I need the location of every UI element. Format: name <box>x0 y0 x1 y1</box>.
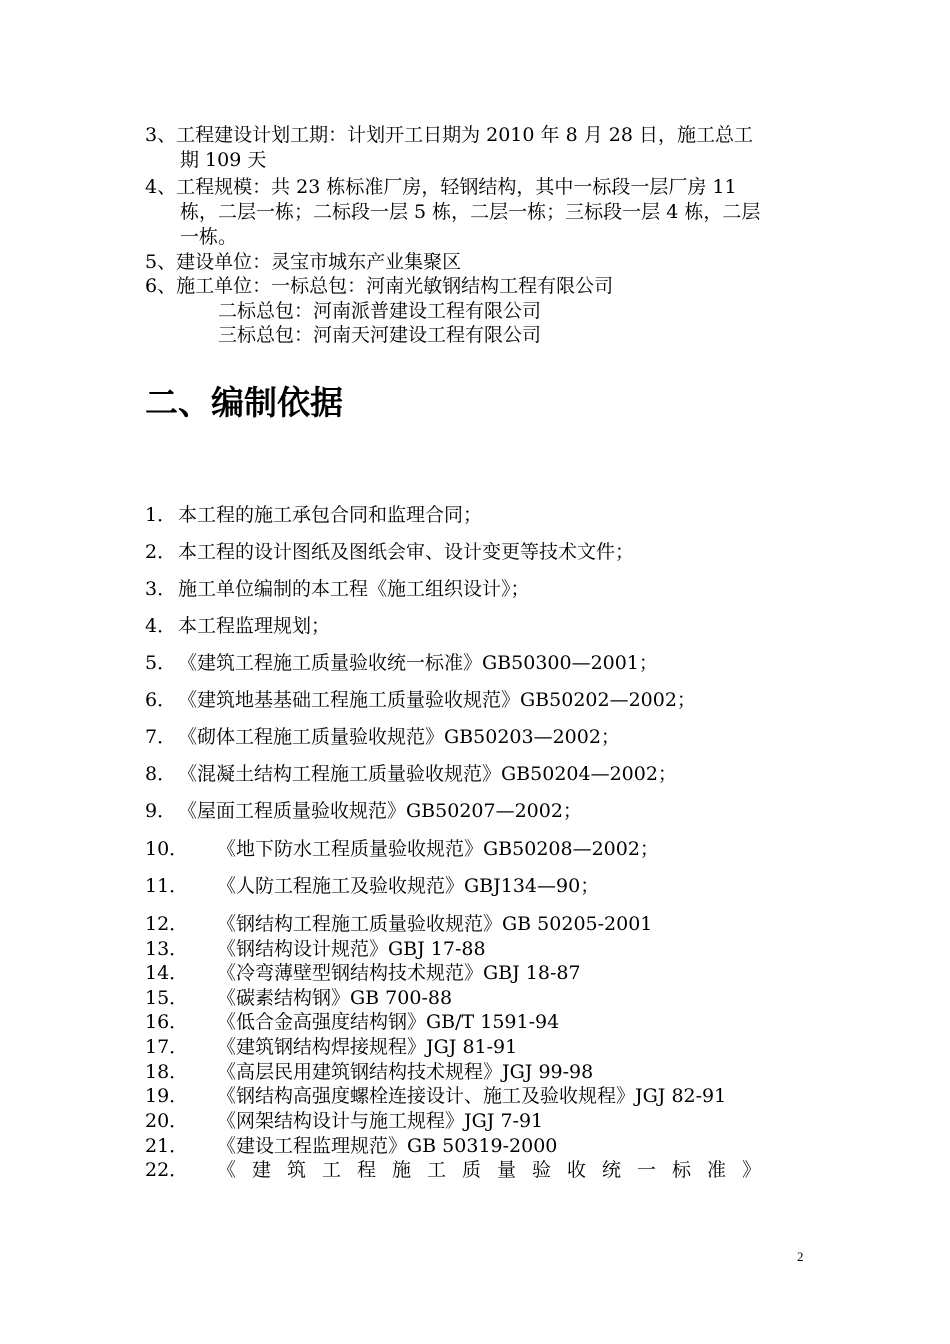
basis-item <box>145 540 634 564</box>
overview-item-6-sub1: 二标总包：河南派普建设工程有限公司 <box>218 300 542 322</box>
item-text: 工程规模：共 23 栋标准厂房，轻钢结构，其中一标段一层厂房 11 <box>176 176 737 198</box>
item-text: 《建筑工程施工质量验收统一标准》GB50300—2001； <box>178 652 658 674</box>
item-number: 13． <box>145 938 189 960</box>
item-text: 《砌体工程施工质量验收规范》GB50203—2002； <box>178 726 620 748</box>
item-text: 《建筑钢结构焊接规程》JGJ 81-91 <box>217 1036 518 1058</box>
item-number: 22． <box>145 1159 189 1181</box>
item-text: 建设单位：灵宝市城东产业集聚区 <box>176 251 462 273</box>
item-number: 12． <box>145 913 189 935</box>
item-text: 施工单位编制的本工程《施工组织设计》； <box>178 578 530 600</box>
basis-item <box>145 874 599 898</box>
item-text: 本工程的设计图纸及图纸会审、设计变更等技术文件； <box>178 541 635 563</box>
overview-item-5 <box>145 250 461 274</box>
standard-item <box>145 1060 593 1084</box>
item-text: 《屋面工程质量验收规范》GB50207—2002； <box>178 800 582 822</box>
standard-item <box>145 961 581 985</box>
basis-item <box>145 614 330 638</box>
item-text: 本工程的施工承包合同和监理合同； <box>178 504 483 526</box>
basis-item <box>145 725 620 749</box>
item-number: 14． <box>145 962 189 984</box>
item-number: 10． <box>145 838 189 860</box>
standard-item <box>145 937 486 961</box>
item-text: 《建设工程监理规范》GB 50319-2000 <box>217 1135 558 1157</box>
standard-item <box>145 986 452 1010</box>
item-number: 20． <box>145 1110 189 1132</box>
item-text: 《低合金高强度结构钢》GB/T 1591-94 <box>217 1011 560 1033</box>
item-text: 施工单位：一标总包：河南光敏钢结构工程有限公司 <box>176 275 614 297</box>
basis-item <box>145 503 482 527</box>
standard-item <box>145 1109 543 1133</box>
standard-item <box>145 912 652 936</box>
standard-item <box>145 1035 517 1059</box>
item-text: 《钢结构高强度螺栓连接设计、施工及验收规程》JGJ 82-91 <box>217 1085 727 1107</box>
item-number: 6． <box>145 689 177 711</box>
item-number: 15． <box>145 987 189 1009</box>
item-text: 《碳素结构钢》GB 700-88 <box>217 987 453 1009</box>
overview-item-6 <box>145 274 613 298</box>
basis-item <box>145 651 658 675</box>
item-text: 本工程监理规划； <box>178 615 331 637</box>
overview-item-3-cont: 期 109 天 <box>180 149 267 171</box>
basis-item <box>145 762 677 786</box>
item-number: 3、 <box>145 124 177 146</box>
basis-item <box>145 837 659 861</box>
item-text: 《混凝土结构工程施工质量验收规范》GB50204—2002； <box>178 763 677 785</box>
item-text: 《人防工程施工及验收规范》GBJ134—90； <box>217 875 600 897</box>
item-number: 19． <box>145 1085 189 1107</box>
page-number: 2 <box>797 1249 804 1264</box>
overview-item-4-cont: 栋，二层一栋；二标段一层 5 栋，二层一栋；三标段一层 4 栋，二层 <box>180 201 761 223</box>
item-text: 《地下防水工程质量验收规范》GB50208—2002； <box>217 838 659 860</box>
overview-item-4-cont2: 一栋。 <box>180 226 238 248</box>
item-number: 21． <box>145 1135 189 1157</box>
item-number: 1． <box>145 504 177 526</box>
item-number: 3． <box>145 578 177 600</box>
item-text: 《钢结构设计规范》GBJ 17-88 <box>217 938 486 960</box>
item-number: 5、 <box>145 251 177 273</box>
item-number: 7． <box>145 726 177 748</box>
item-text: 《建筑工程施工质量验收统一标准》 <box>217 1159 778 1181</box>
item-text: 《冷弯薄壁型钢结构技术规范》GBJ 18-87 <box>217 962 581 984</box>
item-number: 9． <box>145 800 177 822</box>
overview-item-6-sub2: 三标总包：河南天河建设工程有限公司 <box>218 324 542 346</box>
item-number: 2． <box>145 541 177 563</box>
item-text: 《高层民用建筑钢结构技术规程》JGJ 99-98 <box>217 1061 594 1083</box>
item-number: 4． <box>145 615 177 637</box>
item-number: 5． <box>145 652 177 674</box>
section-title: 二、编制依据 <box>145 383 343 422</box>
item-number: 18． <box>145 1061 189 1083</box>
item-number: 16． <box>145 1011 189 1033</box>
basis-item <box>145 577 530 601</box>
item-text: 《钢结构工程施工质量验收规范》GB 50205-2001 <box>217 913 653 935</box>
basis-item <box>145 688 696 712</box>
overview-item-3 <box>145 123 753 147</box>
standard-item <box>145 1010 559 1034</box>
basis-item <box>145 799 582 823</box>
item-number: 17． <box>145 1036 189 1058</box>
standard-item <box>145 1158 777 1182</box>
item-text: 工程建设计划工期：计划开工日期为 2010 年 8 月 28 日，施工总工 <box>176 124 753 146</box>
item-number: 8． <box>145 763 177 785</box>
item-text: 《网架结构设计与施工规程》JGJ 7-91 <box>217 1110 544 1132</box>
standard-item <box>145 1084 726 1108</box>
standard-item <box>145 1134 557 1158</box>
overview-item-4 <box>145 175 737 199</box>
item-number: 4、 <box>145 176 177 198</box>
item-number: 6、 <box>145 275 177 297</box>
item-number: 11． <box>145 875 189 897</box>
item-text: 《建筑地基基础工程施工质量验收规范》GB50202—2002； <box>178 689 696 711</box>
